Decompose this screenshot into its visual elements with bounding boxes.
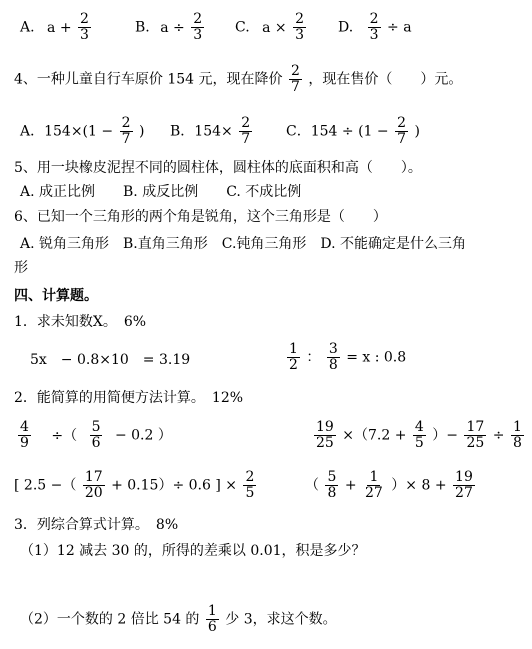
fraction <box>78 12 91 43</box>
expr-part: ）− <box>432 427 459 444</box>
option-label: D. <box>338 19 354 36</box>
denominator: 27 <box>365 485 383 501</box>
expression-2 <box>312 420 526 451</box>
denominator: 2 <box>289 357 298 373</box>
denominator: 25 <box>466 435 485 451</box>
q3-option-b <box>135 12 206 43</box>
numerator: 2 <box>295 11 305 27</box>
fraction <box>453 470 475 501</box>
q4-option-b <box>170 116 254 147</box>
section-title: 四、计算题。 <box>14 288 98 304</box>
numerator: 17 <box>84 469 103 485</box>
question-text: 少 3，求这个数。 <box>225 611 337 628</box>
denominator: 8 <box>328 357 338 373</box>
denominator: 8 <box>327 485 337 501</box>
fraction <box>120 116 133 147</box>
q4-option-a <box>20 116 144 147</box>
denominator: 6 <box>91 435 101 451</box>
expr-part: ×（7.2 + <box>342 427 407 444</box>
equation-2 <box>285 342 406 373</box>
fraction <box>511 420 524 451</box>
numerator: 1 <box>512 419 522 435</box>
option-expr: ) <box>138 123 145 140</box>
expr-part: ）× 8 + <box>391 477 447 494</box>
fraction <box>293 12 306 43</box>
option-label: C. <box>235 19 250 36</box>
numerator: 2 <box>121 115 131 131</box>
denominator: 25 <box>316 435 334 451</box>
numerator: 2 <box>290 63 300 79</box>
numerator: 1 <box>369 469 379 485</box>
denominator: 3 <box>80 27 89 43</box>
numerator: 2 <box>369 11 379 27</box>
fraction <box>287 342 300 373</box>
expr-part: + 0.15）÷ 0.6 ] × <box>111 477 237 494</box>
question-6: 6、已知一个三角形的两个角是锐角，这个三角形是（ ） <box>14 209 387 225</box>
equation-1: 5x − 0.8×10 = 3.19 <box>30 352 191 368</box>
subquestion-1: （1）12 减去 30 的，所得的差乘以 0.01，积是多少？ <box>20 543 366 559</box>
fraction <box>90 420 103 451</box>
denominator: 3 <box>193 27 203 43</box>
option-expr: a × <box>262 19 287 36</box>
fraction <box>243 470 256 501</box>
fraction <box>464 420 486 451</box>
denominator: 3 <box>295 27 305 43</box>
denominator: 9 <box>20 435 29 451</box>
expression-4 <box>305 470 477 501</box>
fraction <box>239 116 252 147</box>
numerator: 2 <box>193 11 203 27</box>
option-expr: ) <box>414 123 420 140</box>
expr-part: ÷ <box>492 427 505 444</box>
denominator: 3 <box>369 27 379 43</box>
subquestion-2 <box>20 604 337 635</box>
option-expr: a + <box>47 19 72 36</box>
expr-part: + <box>344 477 357 494</box>
q3-option-c <box>235 12 308 43</box>
denominator: 8 <box>512 435 522 451</box>
option-expr: C．154 ÷ (1 − <box>286 123 389 140</box>
q3-option-d <box>338 12 412 43</box>
fraction <box>206 604 219 635</box>
part-1-title: 1．求未知数X。 6% <box>14 314 147 330</box>
denominator: 7 <box>397 131 406 147</box>
numerator: 2 <box>397 115 406 131</box>
equation-rest: = x : 0.8 <box>346 349 407 366</box>
denominator: 7 <box>121 131 131 147</box>
q4-option-c <box>286 116 420 147</box>
fraction <box>18 420 31 451</box>
numerator: 4 <box>414 419 424 435</box>
denominator: 27 <box>455 485 473 501</box>
numerator: 1 <box>207 603 217 619</box>
question-text: （2）一个数的 2 倍比 54 的 <box>20 611 200 628</box>
numerator: 17 <box>466 419 485 435</box>
numerator: 2 <box>80 11 89 27</box>
expr-part: （ <box>305 477 319 494</box>
expression-3 <box>14 470 258 501</box>
q6-options: A. 锐角三角形 B.直角三角形 C.钝角三角形 D. 不能确定是什么三角 <box>20 236 467 252</box>
fraction <box>368 12 381 43</box>
fraction <box>289 64 302 95</box>
option-label: B. <box>135 19 150 36</box>
denominator: 5 <box>414 435 424 451</box>
question-text: ，现在售价（ ）元。 <box>308 71 463 88</box>
denominator: 20 <box>84 485 103 501</box>
question-5: 5、用一块橡皮泥捏不同的圆柱体，圆柱体的底面积和高（ ）。 <box>14 160 422 176</box>
expr-part: [ 2.5 −（ <box>14 477 77 494</box>
part-2-title: 2．能简算的用简便方法计算。 12% <box>14 390 244 406</box>
part-3-title: 3．列综合算式计算。 8% <box>14 517 179 533</box>
expression-1: $\frac{4}{9}$ ÷（ $\frac{5}{6}$ − 0.2 ） <box>20 419 172 451</box>
option-expr: a ÷ <box>160 19 185 36</box>
option-label: A. <box>20 19 35 36</box>
question-4 <box>14 64 462 95</box>
denominator: 5 <box>245 485 255 501</box>
option-expr: A．154×(1 − <box>20 123 114 140</box>
numerator: 5 <box>327 469 337 485</box>
fraction <box>395 116 408 147</box>
fraction <box>325 470 338 501</box>
fraction <box>191 12 204 43</box>
fraction <box>83 470 105 501</box>
numerator: 19 <box>316 419 334 435</box>
option-expr: ÷ a <box>387 19 412 36</box>
denominator: 7 <box>290 79 300 95</box>
numerator: 5 <box>91 419 101 435</box>
fraction <box>327 342 340 373</box>
option-expr: B．154× <box>170 123 233 140</box>
numerator: 3 <box>328 341 338 357</box>
q5-options: A. 成正比例 B. 成反比例 C. 不成比例 <box>20 184 302 200</box>
numerator: 2 <box>241 115 251 131</box>
fraction <box>413 420 426 451</box>
colon: ： <box>306 349 321 366</box>
numerator: 19 <box>455 469 473 485</box>
denominator: 7 <box>241 131 251 147</box>
q6-options-wrap: 形 <box>14 260 28 276</box>
fraction <box>314 420 336 451</box>
fraction <box>363 470 385 501</box>
q3-option-a <box>20 12 93 43</box>
numerator: 4 <box>20 419 29 435</box>
numerator: 1 <box>289 341 298 357</box>
question-text: 4、一种儿童自行车原价 154 元，现在降价 <box>14 71 283 88</box>
numerator: 2 <box>245 469 255 485</box>
denominator: 6 <box>207 619 217 635</box>
